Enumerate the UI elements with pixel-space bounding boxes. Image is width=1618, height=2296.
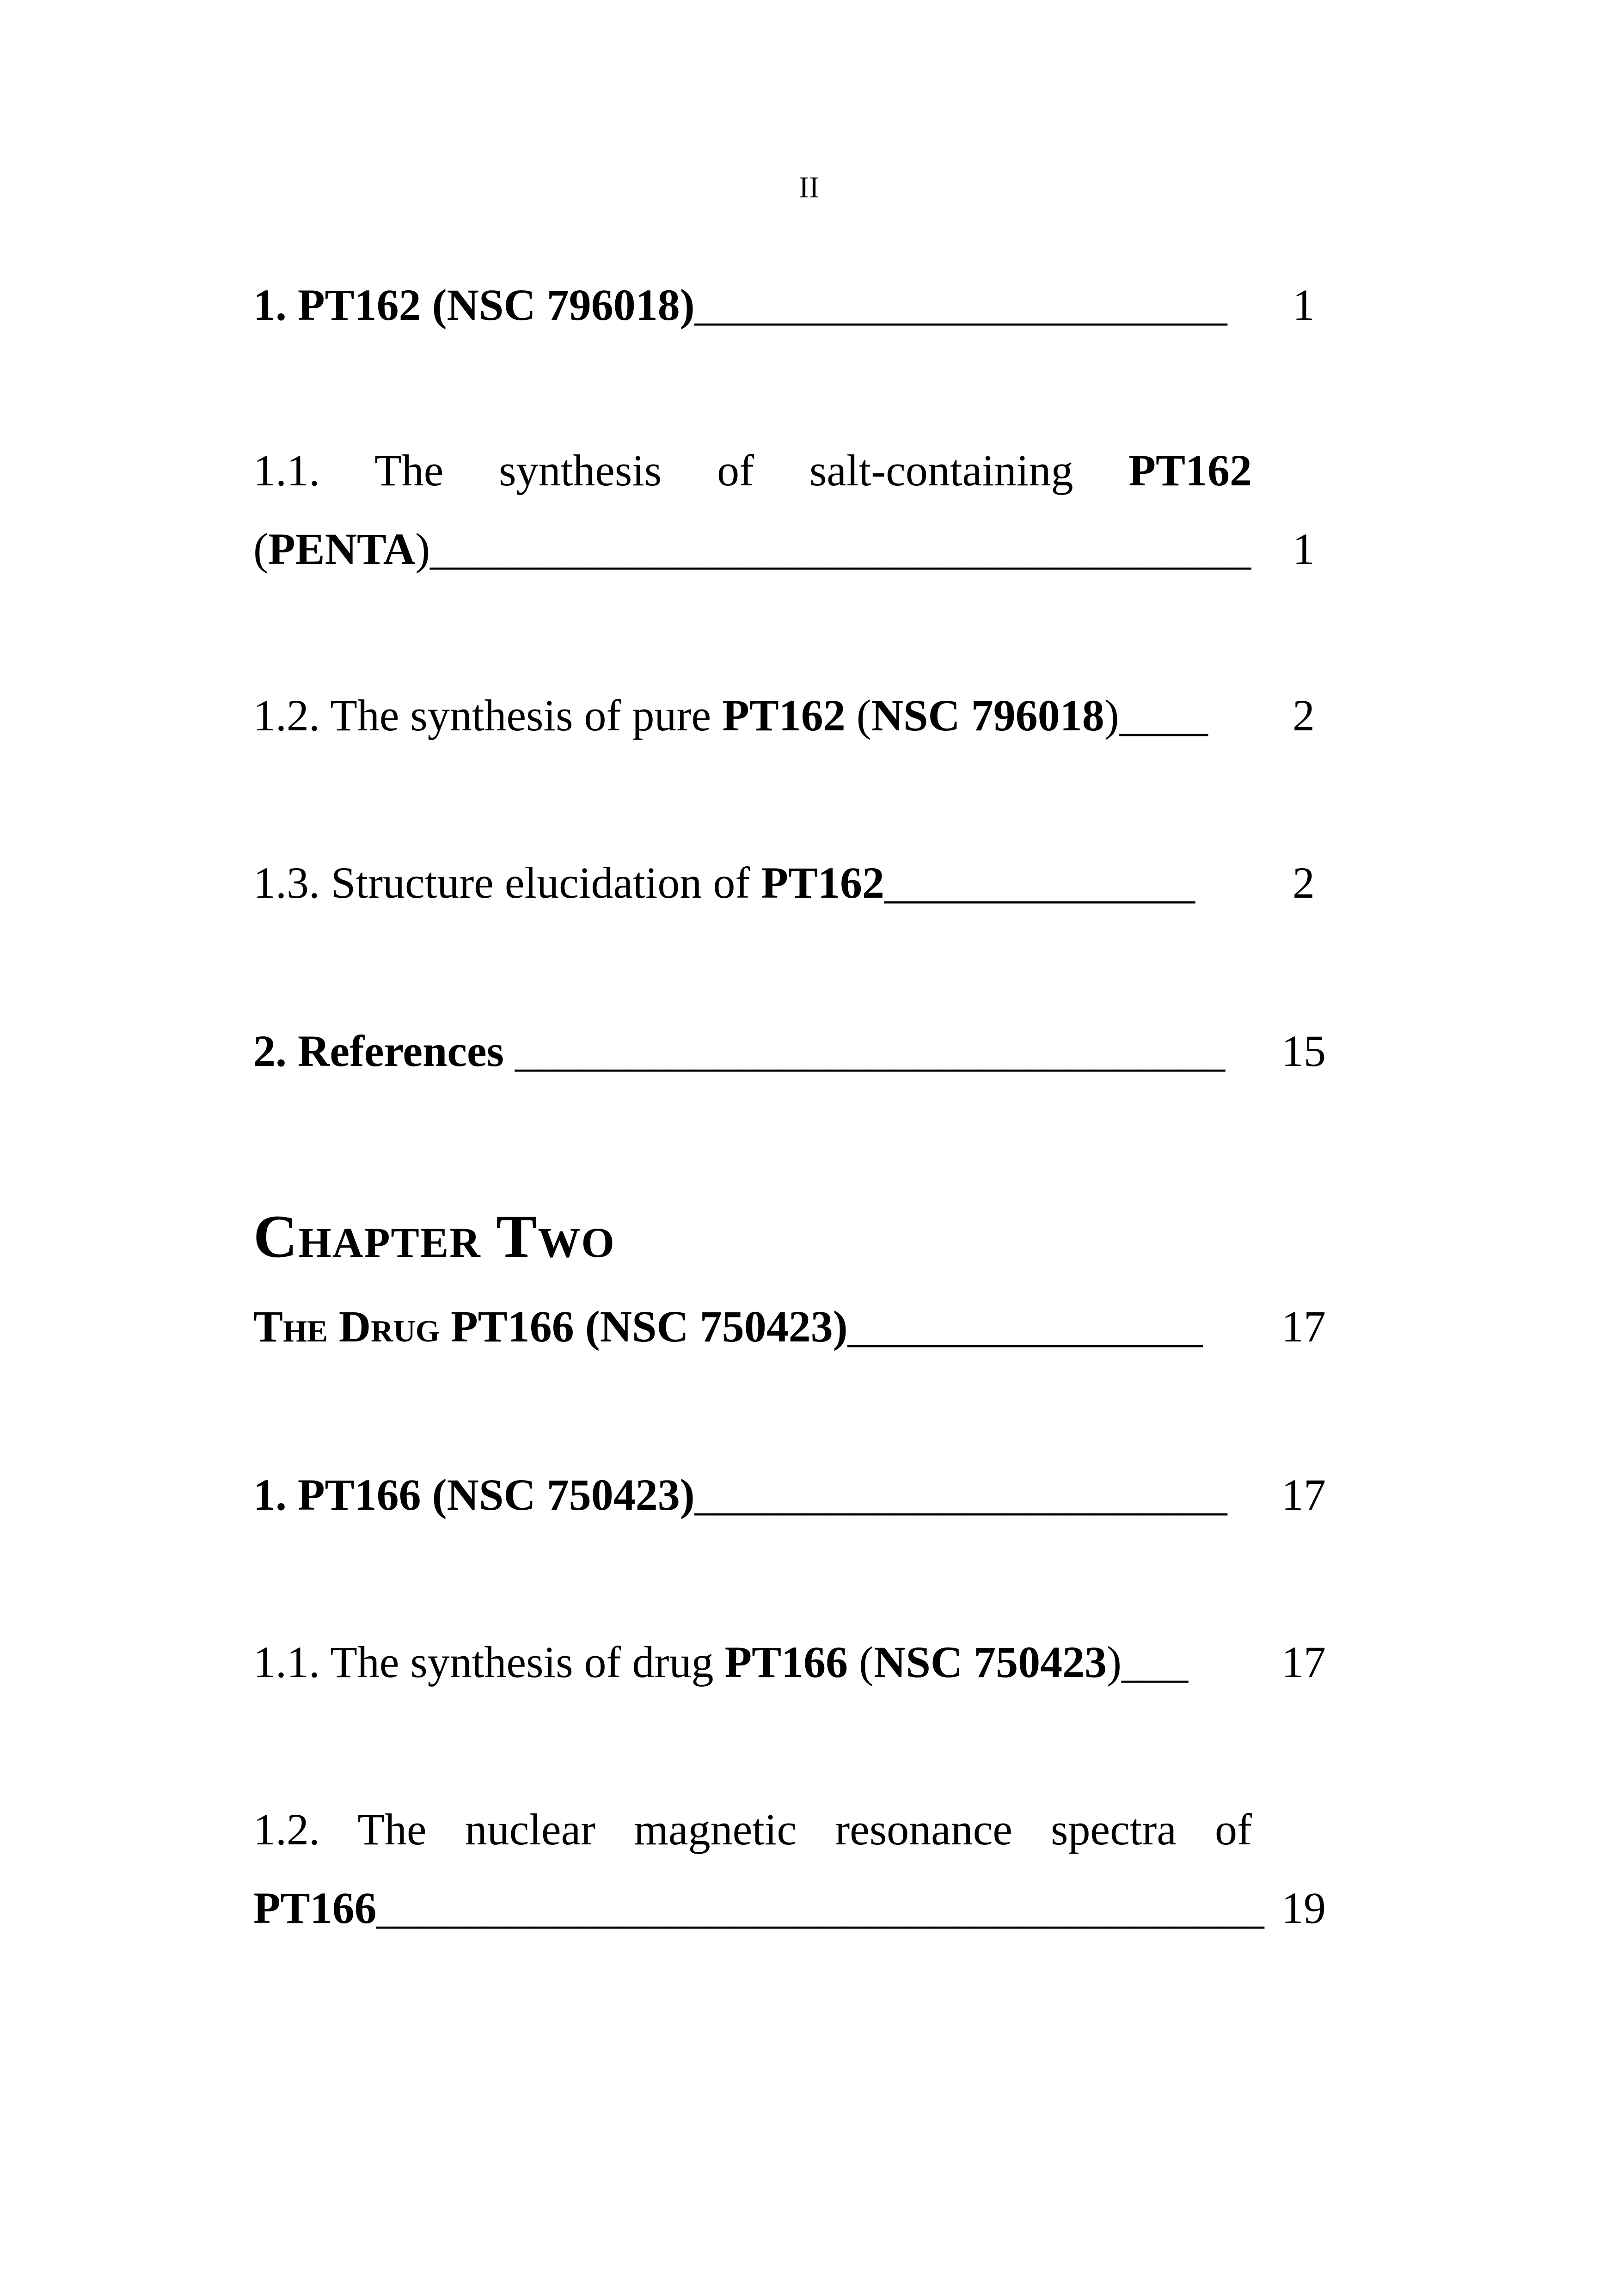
toc-entry-pt166[interactable] xyxy=(253,1467,1252,1523)
toc-leader: ____ xyxy=(1119,691,1208,740)
toc-entry-text: 1.1. The synthesis of salt-containing xyxy=(253,446,1073,495)
toc-page-number: 1 xyxy=(1293,280,1315,330)
toc-entry-bold-term: PT166 xyxy=(253,1883,377,1933)
toc-page-number: 17 xyxy=(1281,1302,1326,1351)
page-header-number: II xyxy=(799,171,819,204)
toc-page-number: 1 xyxy=(1293,524,1315,574)
toc-leader: ________________________ xyxy=(694,1470,1227,1519)
toc-leader: _____________________________________ xyxy=(430,524,1251,574)
toc-entry-title: 2. References xyxy=(253,1026,515,1076)
toc-entry-pt162[interactable] xyxy=(253,277,1252,333)
toc-entry-structure-elucidation[interactable] xyxy=(253,855,1252,911)
toc-entry-text: ) xyxy=(1107,1637,1122,1687)
toc-entry-references[interactable] xyxy=(253,1023,1252,1079)
toc-entry-bold-term: PT162 xyxy=(1128,446,1252,495)
toc-entry-text: ( xyxy=(848,1637,874,1687)
toc-entry-title: 1. PT162 (NSC 796018) xyxy=(253,280,695,330)
toc-entry-text: 1.1. The synthesis of drug xyxy=(253,1637,725,1687)
toc-page-number: 17 xyxy=(1281,1470,1326,1519)
toc-entry-nmr-line2[interactable] xyxy=(253,1880,1264,1936)
toc-entry-text: ) xyxy=(1104,691,1119,740)
toc-entry-text: 1.3. Structure elucidation of xyxy=(253,858,761,907)
toc-entry-text: ( xyxy=(845,691,871,740)
toc-leader: ______________ xyxy=(884,858,1195,907)
toc-leader: ________________________________ xyxy=(515,1026,1225,1076)
toc-page-number: 17 xyxy=(1281,1637,1326,1687)
toc-entry-text: ) xyxy=(415,524,430,574)
toc-leader: ________________________________________ xyxy=(376,1883,1264,1933)
toc-page-number: 15 xyxy=(1281,1026,1326,1076)
toc-page-number: 2 xyxy=(1293,858,1315,907)
toc-entry-text: 1.2. The nuclear magnetic resonance spectra of xyxy=(253,1805,1252,1854)
toc-entry-synthesis-salt-line1[interactable] xyxy=(253,443,1252,498)
chapter-subtitle-smallcaps: The Drug xyxy=(253,1302,451,1351)
toc-entry-bold-term: NSC 750423 xyxy=(874,1637,1107,1687)
toc-entry-text: 1.2. The synthesis of pure xyxy=(253,691,723,740)
toc-entry-title: 1. PT166 (NSC 750423) xyxy=(253,1470,695,1519)
toc-entry-bold-term: PT162 xyxy=(761,858,885,907)
toc-page-number: 19 xyxy=(1281,1883,1326,1933)
toc-leader: ___ xyxy=(1122,1637,1189,1687)
toc-entry-synthesis-drug[interactable] xyxy=(253,1635,1252,1690)
chapter-subtitle-drug: PT166 (NSC 750423) xyxy=(451,1302,848,1351)
chapter-heading: Chapter Two xyxy=(253,1202,615,1270)
toc-leader: ________________________ xyxy=(694,280,1227,330)
toc-entry-nmr-line1[interactable] xyxy=(253,1802,1252,1857)
chapter-subtitle-entry[interactable] xyxy=(253,1299,1252,1354)
toc-entry-synthesis-salt-line2[interactable] xyxy=(253,521,1252,577)
toc-entry-text: ( xyxy=(253,524,268,574)
toc-page-number: 2 xyxy=(1293,691,1315,740)
toc-entry-bold-term: PENTA xyxy=(268,524,416,574)
toc-entry-bold-term: PT166 xyxy=(724,1637,848,1687)
toc-leader: ________________ xyxy=(847,1302,1203,1351)
toc-entry-synthesis-pure[interactable] xyxy=(253,688,1252,743)
toc-entry-bold-term: PT162 xyxy=(722,691,846,740)
toc-entry-bold-term: NSC 796018 xyxy=(871,691,1104,740)
